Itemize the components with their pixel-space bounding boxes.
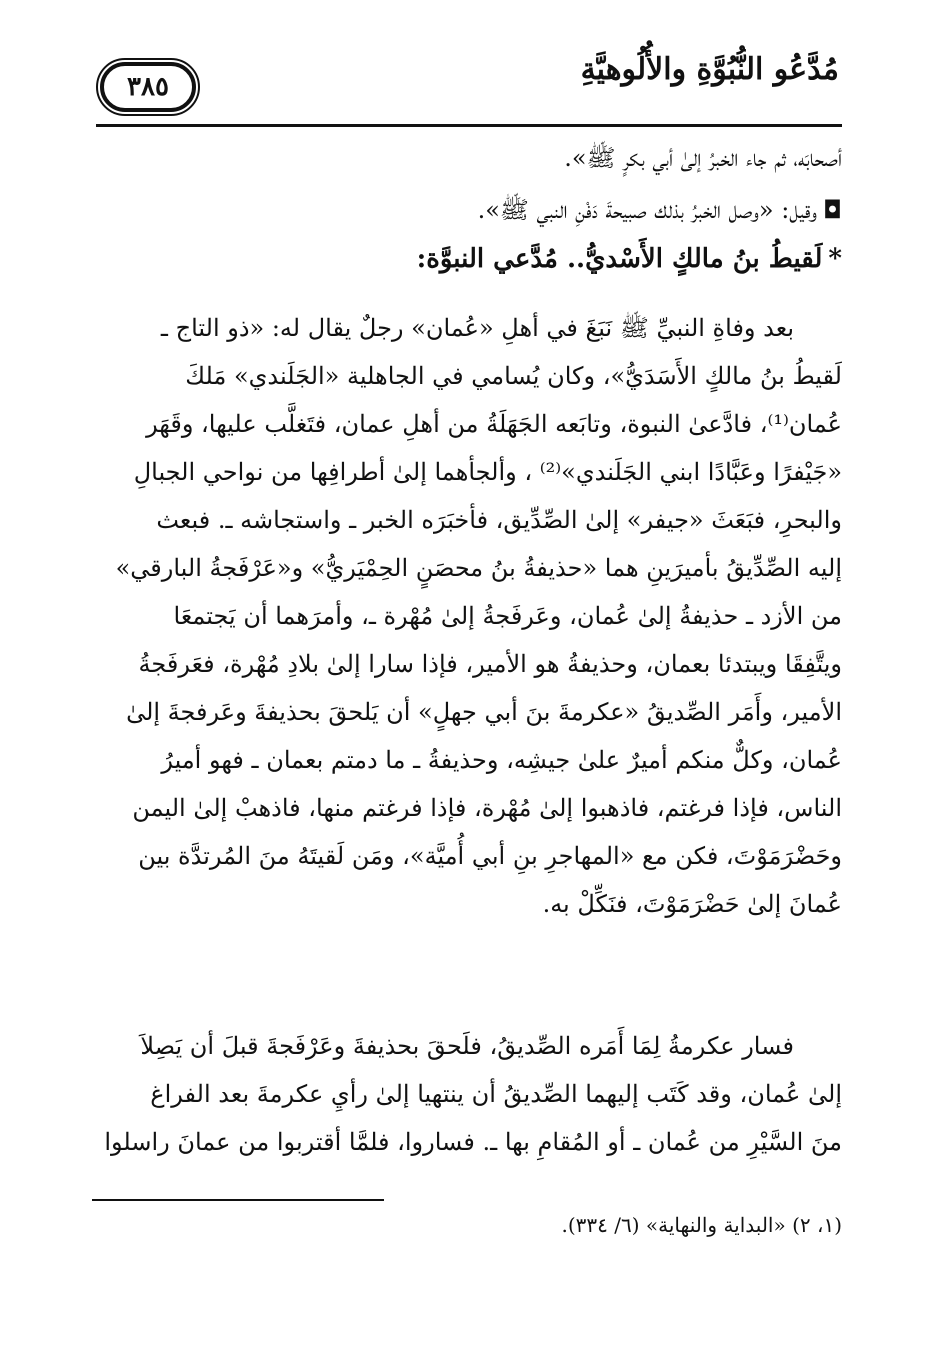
text-line: «جَيْفرًا وعَبَّادًا ابني الجَلَندي»⁽²⁾ ، وألجأهما إلىٰ أطرافِها من نواحي الجبالِ	[133, 458, 842, 486]
text-line: إلىٰ عُمان، وقد كَتَب إليهما الصِّديقُ أن ينتهيا إلىٰ رأيِ عكرمةَ بعد الفراغ	[150, 1080, 842, 1108]
square-bullet-icon: ◘	[823, 196, 842, 224]
text-line: عُمان⁽¹⁾، فادَّعىٰ النبوة، وتابَعه الجَهَلَةُ من أهلِ عمان، فتَغلَّب عليها، وقَهَر	[146, 410, 842, 438]
section-heading-text: لَقيطُ بنُ مالكٍ الأَسْديُّ.. مُدَّعي النبوَّة:	[416, 244, 823, 274]
text-line: لَقيطُ بنُ مالكٍ الأَسَدَيُّ»، وكان يُسامي في الجاهلية «الجَلَندي» مَلكَ	[185, 362, 842, 390]
text-line: إليه الصِّدِّيقُ بأميرَينِ هما «حذيفةُ بنُ محصَنٍ الحِمْيَريُّ» و«عَرْفَجةُ البارقي»	[115, 554, 842, 582]
section-heading	[417, 244, 842, 274]
asterisk-bullet-icon: *	[828, 244, 842, 274]
header-divider	[96, 124, 842, 127]
footnote-divider	[92, 1199, 384, 1201]
text-line: بعد وفاةِ النبيِّ ﷺ نَبَغَ في أهلِ «عُمان» رجلٌ يقال له: «ذو التاج ـ	[160, 314, 794, 342]
text-line: من الأزد ـ حذيفةُ إلىٰ عُمان، وعَرفَجةُ إلىٰ مُهْرة ـ، وأمرَهما أن يَجتمعَا	[173, 602, 842, 630]
text-line: منَ السَّيْرِ من عُمان ـ أو المُقامِ بها ـ. فساروا، فلمَّا أقتربوا من عمانَ راسلوا	[104, 1128, 842, 1156]
text-line: وحَضْرَمَوْتَ، فكن مع «المهاجرِ بنِ أبي أُميَّة»، ومَن لَقيتَهُ منَ المُرتدَّة بين	[138, 842, 842, 870]
paragraph-alternate-report	[92, 186, 842, 234]
running-title: مُدَّعُو النُّبُوَّةِ والأُلُوهيَّةِ	[580, 52, 839, 87]
text-line: فسار عكرمةُ لِمَا أَمَره الصِّديقُ، فلَحقَ بحذيفةَ وعَرْفَجةَ قبلَ أن يَصِلاَ	[140, 1032, 794, 1060]
text-line: أصحابَه، ثم جاء الخبرُ إلىٰ أبي بكرٍ ﷺ».	[564, 144, 842, 172]
paragraph-ikrimah	[92, 1022, 842, 1166]
footnote: (١، ٢) «البداية والنهاية» (٦/ ٣٣٤).	[561, 1213, 842, 1237]
paragraph-main	[92, 304, 842, 928]
text-line-content: وقيل: «وصل الخبرُ بذلك صبيحةَ دَفْنِ النبي ﷺ».	[477, 196, 818, 224]
text-line: عُمانَ إلىٰ حَضْرَمَوْتَ، فنَكِّلْ به.	[542, 890, 842, 918]
text-line: عُمان، وكلٌّ منكم أميرٌ علىٰ جيشِه، وحذيفةُ ـ ما دمتم بعمان ـ فهو أميرُ	[161, 746, 842, 774]
page-number-badge	[100, 62, 196, 112]
text-line	[92, 186, 842, 234]
text-line: الناس، فإذا فرغتم، فاذهبوا إلىٰ مُهْرة، فإذا فرغتم منها، فاذهبْ إلىٰ اليمن	[132, 794, 842, 822]
text-line: الأمير، وأَمَر الصِّديقُ «عكرمةَ بنَ أبي جهلٍ» أن يَلحقَ بحذيفةَ وعَرفجةَ إلىٰ	[126, 698, 842, 726]
text-line: والبحرِ، فبَعَثَ «جيفر» إلىٰ الصِّدِّيق، فأخبَرَه الخبر ـ واستجاشه ـ. فبعث	[156, 506, 842, 534]
page-number: ٣٨٥	[127, 72, 169, 102]
paragraph-continuation	[92, 134, 842, 182]
text-line: ويتَّفِقَا ويبتدئا بعمان، وحذيفةُ هو الأمير، فإذا سارا إلىٰ بلادِ مُهْرة، فعَرفَجةُ	[138, 650, 842, 678]
